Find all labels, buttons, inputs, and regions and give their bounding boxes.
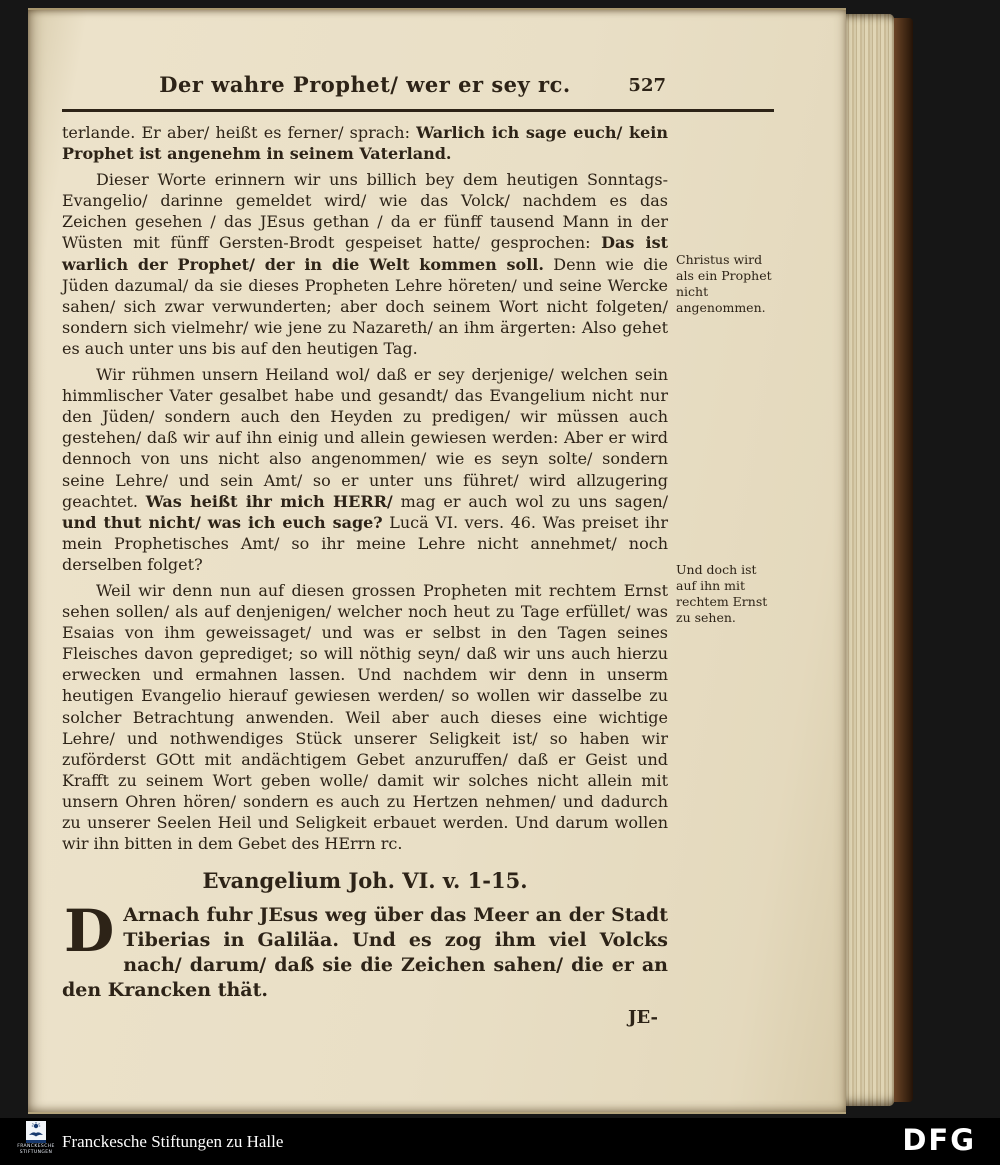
logo-caption: FRANCKESCHE STIFTUNGEN xyxy=(17,1144,55,1156)
page-content xyxy=(62,72,774,1028)
text-segment: terlande. Er aber/ heißt es ferner/ sprach: xyxy=(62,123,417,142)
paragraph xyxy=(62,580,668,854)
running-title: Der wahre Prophet/ wer er sey rc. xyxy=(159,72,571,97)
header-rule xyxy=(62,109,774,112)
paragraph xyxy=(62,364,668,575)
text-segment: Denn wie die Jüden dazumal/ da sie dieses Propheten Lehre höreten/ und seine Wercke sahen/ sich zwar verwunderten; aber doch seinem Wort nicht folgeten/ sondern sich vielmehr/ wie jene zu Nazareth/ an ihm ärgerten: Also gehet es auch unter uns bis auf den heutigen Tag. xyxy=(62,254,668,358)
book-fore-edge xyxy=(846,14,894,1106)
heading-fraktur-part: Evangelium xyxy=(202,868,349,894)
eagle-sun-emblem-icon xyxy=(26,1121,46,1143)
text-segment: mag er auch wol zu uns sagen/ xyxy=(392,491,669,511)
institution-name: Franckesche Stiftungen zu Halle xyxy=(62,1131,284,1151)
drop-cap-initial: D xyxy=(64,897,115,966)
page-number: 527 xyxy=(628,75,666,96)
gospel-body: Arnach fuhr JEsus weg über das Meer an der Stadt Tiberias in Galiläa. Und es zog ihm viel Volcks nach/ darum/ daß sie die Zeichen sahen/ die er an den Krancken thät. xyxy=(62,904,668,1002)
text-segment: Warlich ich sage euch/ kein Prophet ist angenehm in seinem Vaterland. xyxy=(62,123,669,164)
text-segment: Das ist warlich der Prophet/ der in die Welt kommen soll. xyxy=(62,233,668,274)
margin-note: Christus wird als ein Prophet nicht angenommen. xyxy=(676,252,772,315)
section-heading xyxy=(62,868,668,894)
text-segment: Dieser Worte erinnern wir uns billich bey dem heutigen Sonntags-Evangelio/ darinne gemeldet wird/ wie das Volck/ nachdem es das Zeichen gesehen / das JEsus gethan / da er fünff tausend Mann in der Wüsten mit fünff Gersten-Brodt gespeiset hatte/ gesprochen: xyxy=(62,170,668,253)
book-page-scan xyxy=(28,8,846,1114)
text-segment: und thut nicht/ was ich euch sage? xyxy=(62,512,383,532)
catchword: JE- xyxy=(627,1007,658,1029)
dfg-logo[interactable]: DFG xyxy=(902,1123,976,1157)
text-segment: Weil wir denn nun auf diesen grossen Propheten mit rechtem Ernst sehen sollen/ als auf denjenigen/ welcher noch heut zu Tage erfüllet/ was Esaias von ihm geweissaget/ und was er selbst in den Tagen seines Fleisches davon geprediget; so will nöthig seyn/ daß wir uns auch hierzu erwecken und ermahnen lassen. Und nachdem wir denn in unserm heutigen Evangelio hierauf gewiesen werden/ so wollen wir dasselbe zu solcher Betrachtung anwenden. Weil aber auch dieses eine wichtige Lehre/ und nothwendiges Stück unserer Seligkeit ist/ so haben wir zuförderst GOtt mit andächtigem Gebet anzuruffen/ daß er Geist und Krafft zu seinem Wort geben wolle/ damit wir solches nicht allein mit unsern Ohren hören/ sondern es auch zu Hertzen nehmen/ und dadurch zu unserer Seelen Heil und Seligkeit erbauet werden. Und darum wollen wir ihn bitten in dem Gebet des HErrn rc. xyxy=(62,580,668,854)
text-segment: Lucä VI. vers. 46. Was preiset ihr mein Prophetisches Amt/ so ihr meine Lehre nicht annehmet/ noch derselben folget? xyxy=(62,512,668,574)
heading-antiqua-part: Joh. VI. v. 1-15. xyxy=(348,868,528,894)
page-header xyxy=(62,72,668,106)
paragraph xyxy=(62,122,668,164)
book-cover-edge xyxy=(894,18,913,1102)
paragraph xyxy=(62,169,668,359)
text-segment: Wir rühmen unsern Heiland wol/ daß er sey derjenige/ welchen sein himmlischer Vater gesalbet habe und gesandt/ das Evangelium nicht nur den Jüden/ sondern auch den Heyden zu predigen/ wir müssen auch gestehen/ daß wir auf ihn einig und allein gewiesen werden: Aber er wird dennoch von uns nicht also angenommen/ wie es seyn solte/ sondern seine Lehre/ und sein Amt/ so er unter uns führet/ wird allzugering geachtet. xyxy=(62,365,668,511)
viewer-footer-bar xyxy=(0,1118,1000,1165)
margin-note: Und doch ist auf ihn mit rechtem Ernst zu sehen. xyxy=(676,562,768,625)
text-segment: Was heißt ihr mich HERR/ xyxy=(145,491,393,511)
main-text-column xyxy=(62,122,668,1028)
franckesche-stiftungen-logo[interactable] xyxy=(17,1121,55,1163)
gospel-text xyxy=(62,897,668,1003)
